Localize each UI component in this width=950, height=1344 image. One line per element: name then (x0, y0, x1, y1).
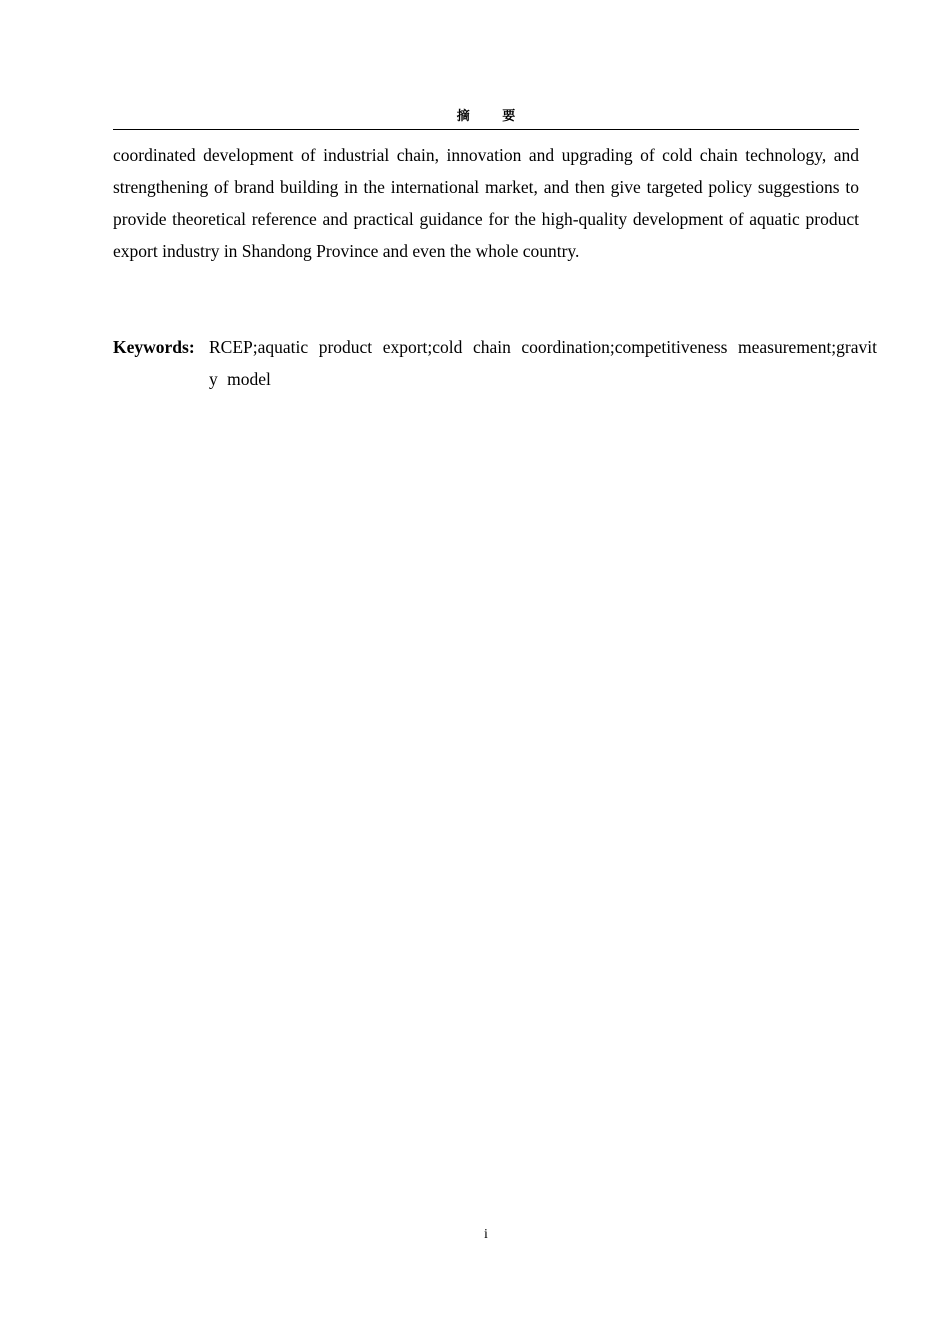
keywords-text: RCEP;aquatic product export;cold chain coordination;competitiveness measurement;gravity model (209, 337, 877, 389)
page-header (113, 108, 859, 130)
abstract-body: coordinated development of industrial chain, innovation and upgrading of cold chain technology, and strengthening of brand building in the international market, and then give targeted policy suggestions to provide theoretical reference and practical guidance for the high-quality development of aquatic product export industry in Shandong Province and even the whole country. (113, 145, 859, 261)
page-number: i (484, 1227, 488, 1242)
keywords-label: Keywords: (113, 337, 195, 357)
keywords-paragraph (113, 331, 877, 395)
page-header-title: 摘 要 (456, 109, 530, 124)
